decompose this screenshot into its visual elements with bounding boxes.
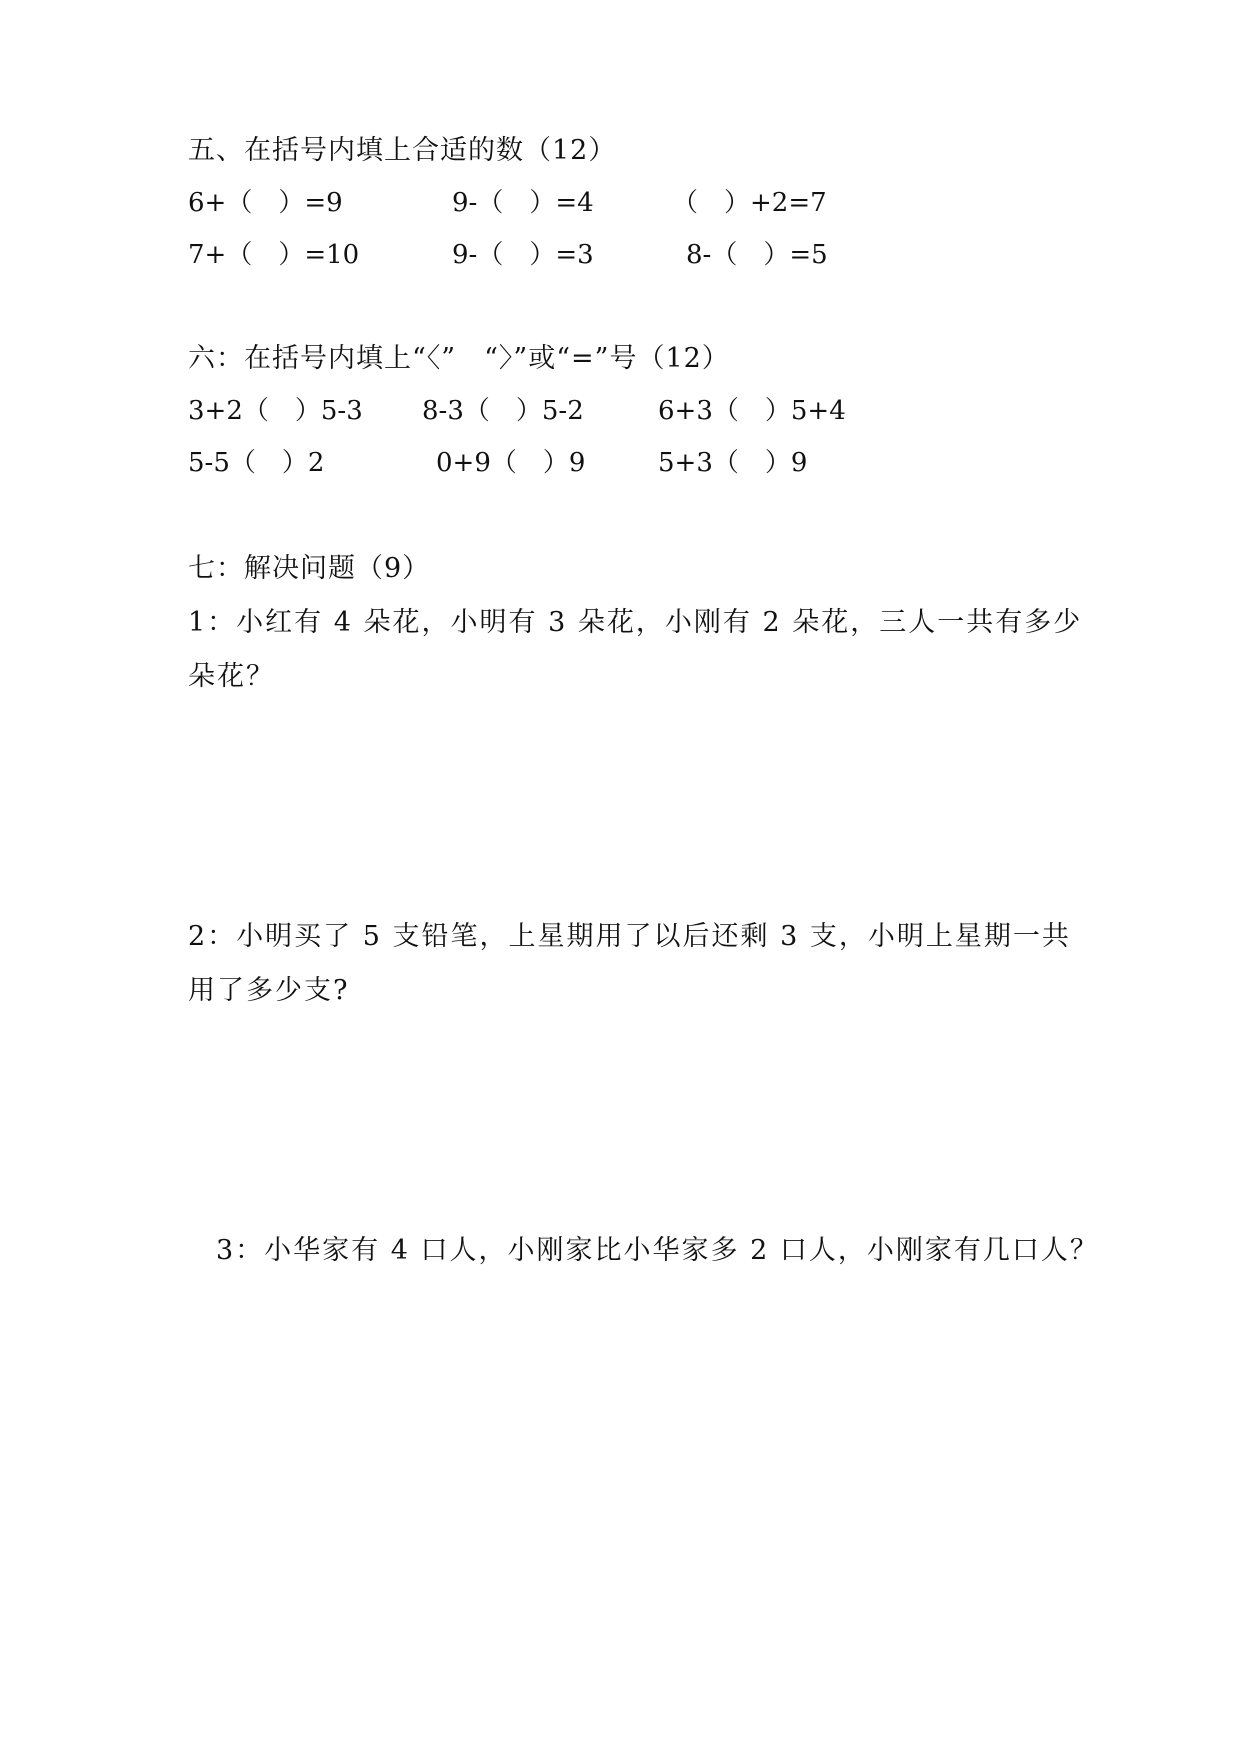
section-5-row-1-item-3: （ ）+2=7 [672,188,827,218]
section-5-row-1-item-1: 6+（ ）=9 [188,188,343,218]
section-6-row-1-item-1: 3+2（ ）5-3 [188,396,363,426]
section-6-row-2-item-3: 5+3（ ）9 [658,448,808,478]
section-6-title: 六：在括号内填上“〈” “〉”或“=”号（12） [188,343,730,374]
section-7-title: 七：解决问题（9） [188,553,431,584]
problem-3-line-1: 3：小华家有 4 口人，小刚家比小华家多 2 口人，小刚家有几口人？ [216,1235,1099,1266]
section-5-row-2-item-2: 9-（ ）=3 [452,240,594,270]
section-6-row-2-item-2: 0+9（ ）9 [436,448,586,478]
problem-2-line-1: 2：小明买了 5 支铅笔，上星期用了以后还剩 3 支，小明上星期一共 [188,921,1071,952]
problem-2-line-2: 用了多少支? [188,975,350,1006]
section-5-row-2-item-3: 8-（ ）=5 [686,240,828,270]
section-6-row-1-item-3: 6+3（ ）5+4 [658,396,846,426]
problem-1-line-2: 朵花？ [188,661,275,692]
section-6-row-2-item-1: 5-5（ ）2 [188,448,325,478]
section-6-row-1-item-2: 8-3（ ）5-2 [422,396,584,426]
problem-1-line-1: 1：小红有 4 朵花，小明有 3 朵花，小刚有 2 朵花，三人一共有多少 [188,607,1083,638]
section-5-row-2-item-1: 7+（ ）=10 [188,240,360,270]
section-5-row-1-item-2: 9-（ ）=4 [452,188,594,218]
section-5-title: 五、在括号内填上合适的数（12） [188,135,617,166]
